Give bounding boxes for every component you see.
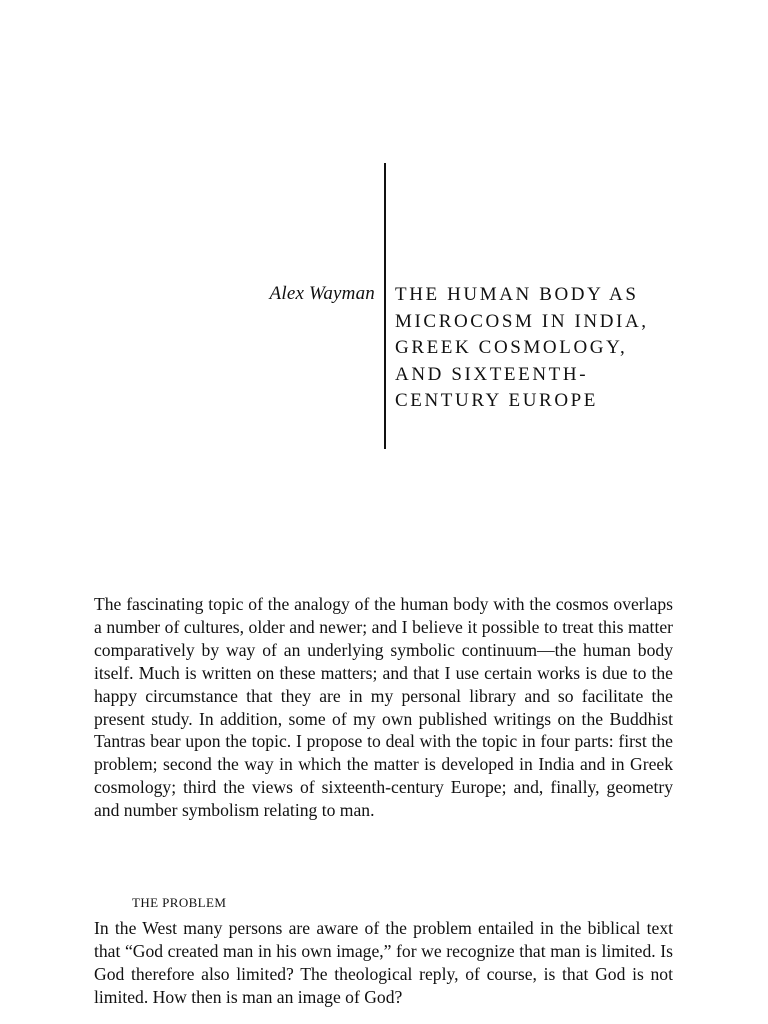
problem-paragraph: In the West many persons are aware of the problem entailed in the biblical text that “God created man in his own image,” for we recognize that man is limited. Is God therefore also limited? The theological reply, of course, is that God is not limited. How then is man an image of God?: [94, 918, 673, 1007]
title-line: THE HUMAN BODY AS: [395, 284, 639, 305]
title-divider-rule: [384, 163, 386, 449]
title-line: CENTURY EUROPE: [395, 390, 599, 411]
author-name: Alex Wayman: [269, 283, 375, 304]
intro-paragraph: The fascinating topic of the analogy of the human body with the cosmos overlaps a number of cultures, older and newer; and I believe it possible to treat this matter comparatively by way of an underlying symbolic continuum—the human body itself. Much is written on these matters; and that I use certain works is due to the happy circumstance that they are in my personal library and so facilitate the present study. In addition, some of my own published writings on the Buddhist Tantras bear upon the topic. I propose to deal with the topic in four parts: first the problem; second the way in which the matter is developed in India and in Greek cosmology; third the views of sixteenth-century Europe; and, finally, geometry and number symbolism relating to man.: [94, 594, 673, 821]
title-line: AND SIXTEENTH-: [395, 363, 589, 385]
title-line: GREEK COSMOLOGY,: [395, 337, 628, 358]
section-heading: THE PROBLEM: [132, 895, 227, 910]
article-title: [395, 282, 649, 415]
title-line: MICROCOSM IN INDIA,: [395, 310, 649, 332]
